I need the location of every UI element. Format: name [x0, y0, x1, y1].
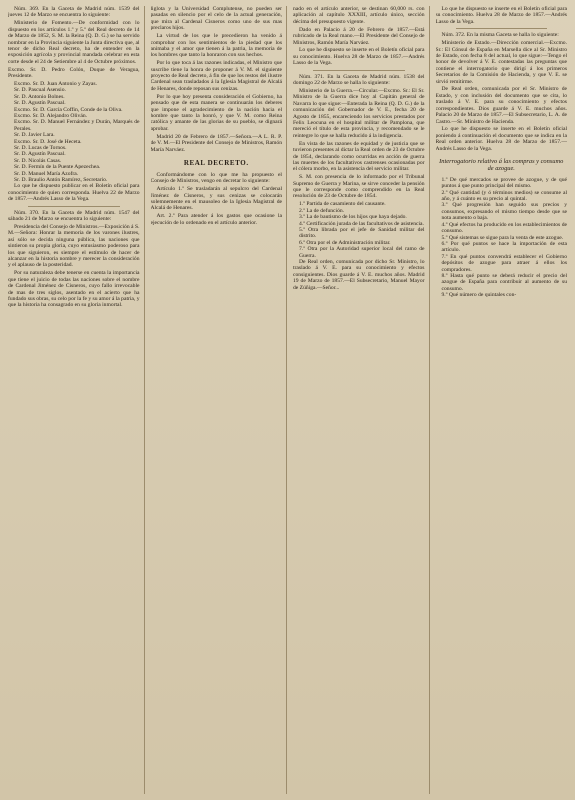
questionnaire-list — [436, 177, 568, 299]
article-371-body-3: S. M. con presencia de lo informado por el Tribunal Supremo de Guerra y Marina, se sirve conceder la pensión que le corresponde como comprendido en la Real resolución de 23 de Octubre de 1854. — [293, 174, 425, 200]
decree-closing: Lo que he dispuesto se inserte en el Boletín oficial para su conocimiento. Huelva 28 de Marzo de 1857.—Andrés Lasso de la Vega. — [293, 47, 425, 67]
president-line: Excmo. Sr. D. Pedro Colón, Duque de Veragua, Presidente. — [8, 66, 140, 80]
article-372-body-2: De Real orden, comunicada por el Sr. Ministro de Estado, y con inclusión del documento que se cita, lo traslado á V. E. para su conocimiento y efectos correspondientes. Dios guarde á V. E. muchos años. Palacio 20 de Marzo de 1857.—El Subsecretario, L. A. de Castro.—Sr. Ministro de Hacienda. — [435, 86, 567, 125]
exposition-body-3: Por lo que hoy presenta consideración el Gobierno, ha pensado que de esta manera se continuarán los deberes que impone el agradecimiento de la nación hacia el hombre que tanto la honró, y que V. M. como Reina católica y amante de las glorias de su pueblo, se dignará aprobar. — [150, 93, 282, 132]
divider — [313, 70, 405, 71]
member-item: Excmo. Sr. D. Alejandro Oliván. — [14, 113, 88, 119]
question-item: 1.º De qué mercados se provee de azogue, y de qué puntos á que punto principal del mismo. — [441, 176, 567, 190]
divider — [456, 28, 548, 29]
article-369-closing: Lo que he dispuesto publicar en el Boletín oficial para conocimiento de quien corresponda. Huelva 22 de Marzo de 1857.—Andrés Lasso de la Vega. — [8, 183, 140, 203]
member-item: Excmo. Sr. D. José de Heceta. — [14, 138, 82, 145]
question-item: 9.º Qué número de quintales con- — [441, 292, 517, 299]
divider — [28, 206, 120, 207]
member-list — [8, 81, 140, 184]
columns — [8, 6, 567, 794]
article-370-intro: Núm. 370. En la Gaceta de Madrid núm. 1547 del sábado 21 de Marzo se encuentra lo siguiente: — [8, 209, 140, 223]
member-item: Sr. D. Lucas de Tornos. — [14, 145, 67, 152]
exposition-continued: liglota y la Universidad Complutense, no pueden ser pasadas en silencio por el celo de la actual generación, que mira al Cardenal Cisneros como uno de sus mas preclaros hijos. — [150, 6, 282, 32]
article-371-publication: Lo que he dispuesto se inserte en el Boletín oficial para su conocimiento. Huelva 28 de Marzo de 1857.—Andrés Lasso de la Vega. — [435, 6, 567, 25]
question-item: 5.º Qué sistemas se sigue para la venta de este azogue. — [441, 234, 564, 241]
question-item: 8.º Hasta qué punto se deberá reducir el precio del azogue de España para contribuir al aumento de su consumo. — [441, 272, 567, 292]
question-item: 6.º Por qué puntos se hace la importación de esta artículo. — [441, 240, 567, 254]
requirement-item: 4.º Certificación jurada de las facultativos de asistencia. — [299, 220, 424, 227]
requirements-list — [293, 201, 425, 259]
exposition-body-2: Por lo que toca á las razones indicadas, el Ministro que suscribe tiene la honra de proponer á V. M. el siguiente proyecto de Real decreto, á fin de que los restos del ilustre Cardenal sean trasladados á la Iglesia Magistral de Alcalá de Henares, donde reposan sus cenizas. — [150, 60, 282, 92]
decree-article-1: Artículo 1.º Se trasladarán al sepulcro del Cardenal Jiménez de Cisneros, y sus cenizas se colocarán solemnemente en el mausoleo de la Iglesia Magistral de Alcalá de Henares. — [150, 186, 282, 212]
member-item: Excmo. Sr. D. Manuel Fernández y Durán, Marqués de Perales. — [14, 119, 140, 132]
question-item: 3.º Qué progresión han seguido sus precios y consumos, expresando el mismo tiempo desde que se nota aumento o baja. — [441, 202, 567, 222]
article-372-body: Ministerio de Estado.—Dirección comercial.—Excmo. Sr.: El Cónsul de España en Marsella dice al Sr. Ministro de Estado, con fecha 8 del actual, lo que sigue:—Tengo el honor de devolver á V. E. contestadas las preguntas que contiene el interrogatorio que dirigí á los primeros Secretarios de la Comisión de Hacienda, y que V. E. se sirvió remitirme. — [435, 40, 567, 85]
member-item: Excmo. Sr. D. Juan Antonio y Zayas. — [14, 80, 97, 87]
article-371-closing: De Real orden, comunicada por dicho Sr. Ministro, lo traslado á V. E. para su conocimiento y efectos consiguientes. Dios guarde á V. E. muchos años. Madrid 19 de Marzo de 1857.—El Subsecretario, Manuel Mayor de Zúñiga.—Señor... — [293, 259, 425, 291]
question-item: 7.º En qué puntos convendrá establecer el Gobierno depósitos de azogue para atraer á ellos los compradores. — [441, 253, 567, 273]
requirement-item: 5.º Otra librada por el jefe de Sanidad militar del distrito. — [299, 227, 425, 240]
member-item: Sr. D. Manuel María Azofra. — [14, 170, 79, 177]
decree-continued: nado en el artículo anterior, se destinan 60,000 rs. con aplicación al capítulo XXXIII, artículo único, sección décima del presupuesto vigente. — [293, 6, 425, 25]
article-370-body-2: Por su naturaleza debe tenerse en cuenta la importancia que tiene el juicio de todas las naciones sobre el nombre de Cardenal Jiménez de Cisneros, cuyo fallo irrevocable de mas de tres siglos, asentado en el acierto que ha fundado sus obras, su celo por la fe y su amor á la patria, y que la historia ha consagrado en su gloria inmortal. — [8, 270, 140, 309]
requirement-item: 3.º La de bautismo de los hijos que haya dejado. — [299, 214, 407, 221]
article-372-closing: Lo que he dispuesto se inserte en el Boletín oficial poniendo á continuación el documento que se indica en la Real orden anterior. Huelva 28 de Marzo de 1857.—Andrés Lasso de la Vega. — [435, 126, 567, 152]
requirement-item: 1.º Partida de casamiento del causante. — [299, 201, 386, 208]
article-372-intro: Núm. 372. En la misma Gaceta se halla lo siguiente: — [441, 32, 559, 39]
member-item: Sr. D. Antonio Bolnes. — [14, 93, 65, 100]
article-369-intro: Núm. 369. En la Gaceta de Madrid núm. 1539 del jueves 12 de Marzo se encuentra lo siguiente: — [8, 6, 140, 19]
section-heading-real-decreto: REAL DECRETO. — [183, 158, 249, 167]
column-3 — [293, 6, 430, 794]
member-item: Sr. D. Agustín Pascual. — [14, 151, 66, 158]
section-heading-interrogatorio: Interrogatorio relativo á las compras y consumo de azogue. — [439, 158, 564, 173]
column-2 — [151, 6, 288, 794]
column-1 — [8, 6, 145, 794]
member-item: Sr. D. Fermín de la Puente Apezechea. — [14, 164, 101, 171]
member-item: Sr. D. Nicolás Casas. — [14, 157, 62, 164]
article-371-intro: Núm. 371. En la Gaceta de Madrid núm. 1538 del domingo 22 de Marzo se halla lo siguiente: — [293, 73, 425, 87]
article-369-body: Ministerio de Fomento.—De conformidad con lo dispuesto en los artículos 1.º y 5.º del Real decreto de 14 de Marzo de 1852, S. M. la Reina (Q. D. G.) se ha servido nombrar en la Provincia siguiente la Junta directiva que, al tenor de dicho Real decreto, ha de entender en la exposición agrícola y provincial mandada celebrar en esta corte desde el 24 de Setiembre al 4 de Octubre próximos. — [8, 20, 140, 65]
column-4 — [436, 6, 568, 794]
member-item: Sr. D. Agustín Pascual. — [14, 100, 66, 107]
requirement-item: 2.º La de defunción. — [299, 207, 345, 214]
member-item: Excmo. Sr. D. García Coffin, Conde de la Oliva. — [14, 106, 123, 113]
decree-date: Dado en Palacio á 20 de Febrero de 1857.—Está rubricado de la Real mano.—El Presidente del Consejo de Ministros, Ramón María Narváez. — [293, 26, 425, 46]
member-item: Sr. D. Braulio Antón Ramírez, Secretario. — [14, 177, 108, 184]
decree-article-2: Art. 2.º Para atender á los gastos que ocasione la ejecución de lo ordenado en el artículo anterior. — [150, 213, 282, 226]
member-item: Sr. D. Pascual Asensio. — [14, 87, 66, 94]
member-item: Sr. D. Javier Lara. — [14, 132, 55, 139]
requirement-item: 7.º Otra por la Autoridad superior local del ramo de Guerra. — [299, 246, 425, 259]
question-item: 2.º Qué cantidad (y ó términos medios) se consume al año, y á cuánto es su precio al quintal. — [441, 189, 567, 203]
requirement-item: 6.º Otra por el de Administración militar. — [299, 239, 391, 246]
exposition-signature: Madrid 20 de Febrero de 1857.—Señora.—A L. R. P. de V. M.—El Presidente del Consejo de Ministros, Ramón María Narváez. — [150, 133, 282, 153]
question-item: 4.º Qué efectos ha producido en los establecimientos de consumo. — [441, 221, 567, 235]
article-370-body: Presidencia del Consejo de Ministros.—Exposición á S. M.—Señora: Honrar la memoria de los varones ilustres, así sólo se decida ninguna pública, las naciones que sintieron su propia gloria, cuyo entusiasmo poderoso para los que siguieron, es siempre el estímulo de hacer de alcanzar en la historia nombre y merecer la consideración y el aplauso de la posteridad. — [8, 224, 140, 269]
article-371-body: Ministerio de la Guerra.—Circular.—Excmo. Sr.: El Sr. Ministro de la Guerra dice hoy al Capitán general de Navarra lo que sigue:—Enterada la Reina (Q. D. G.) de la comunicación del Gobernador de V. E., fecha 20 de Agosto de 1855, encareciendo los servicios prestados por Felix Leocuna en el hospital militar de Pamplona, que mereció el título de esta provincia, y recomendado se le reintegre lo que se halla reducido á la indigencia. — [293, 87, 425, 139]
decree-intro: Conformándome con lo que me ha propuesto el Consejo de Ministros, vengo en decretar lo siguiente: — [150, 171, 282, 185]
exposition-body: La virtud de los que le precedieron ha venido á comprobar con los sentimientos de la piedad que los animaba y el amor que tienen á la patria, la memoria de los hombres que tanto la honraron con sus hechos. — [150, 33, 282, 59]
article-371-body-2: En vista de las razones de equidad y de justicia que se tuvieron presentes al dictar la Real orden de 23 de Octubre de 1854, declarando como ocurridas en acción de guerra las muertes de los facultativos castrenses ocasionadas por el cólera morbo, en la asistencia del servicio militar. — [293, 140, 425, 173]
